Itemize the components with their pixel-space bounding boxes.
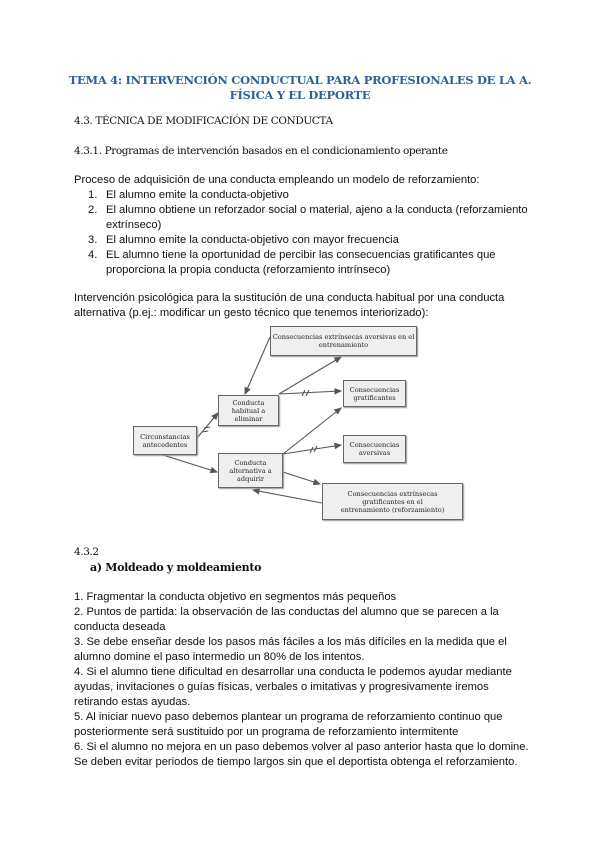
arrow — [279, 357, 341, 394]
proceso-item-3: El alumno emite la conducta-objetivo con mayor frecuencia — [106, 234, 399, 246]
arrow-blocked — [279, 391, 341, 394]
box-circunstancias-antecedentes: Circunstancias antecedentes — [133, 426, 197, 455]
moldeado-line: 3. Se debe enseñar desde los pasos más fáciles a los más difíciles en la medida que el — [74, 636, 507, 648]
proceso-item-3-num: 3. — [88, 234, 98, 246]
section-heading-4-3: 4.3. TÉCNICA DE MODIFICACIÓN DE CONDUCTA — [74, 115, 333, 127]
intervencion-line1: Intervención psicológica para la sustitución de una conducta habitual por una conducta — [74, 292, 505, 304]
proceso-item-2-cont: extrínseco) — [106, 219, 162, 231]
arrow — [163, 455, 217, 472]
arrow — [245, 337, 270, 394]
moldeado-line: retirando estas ayudas. — [74, 696, 191, 708]
box-consecuencias-extrinsecas-aversivas: Consecuencias extrínsecas aversivas en el entrenamiento — [270, 326, 417, 356]
moldeado-line: Se deben evitar periodos de tiempo largos sin que el deportista obtenga el reforzamiento. — [74, 756, 518, 768]
proceso-item-1: El alumno emite la conducta-objetivo — [106, 189, 289, 201]
arrow — [283, 408, 341, 454]
proceso-item-1-num: 1. — [88, 189, 98, 201]
document-title-line1: TEMA 4: INTERVENCIÓN CONDUCTUAL PARA PROFESIONALES DE LA A. — [68, 73, 532, 87]
proceso-intro: Proceso de adquisición de una conducta empleando un modelo de reforzamiento: — [74, 174, 480, 186]
proceso-item-4: EL alumno tiene la oportunidad de percibir las consecuencias gratificantes que — [106, 249, 496, 261]
moldeado-line: 5. Al iniciar nuevo paso debemos plantear un programa de reforzamiento continuo que — [74, 711, 503, 723]
moldeado-line: 4. Si el alumno tiene dificultad en desarrollar una conducta le podemos ayudar mediante — [74, 666, 512, 678]
box-conducta-habitual: Conducta habitual a eliminar — [218, 395, 279, 426]
moldeado-line: posteriormente será sustituido por un programa de reforzamiento intermitente — [74, 726, 459, 738]
box-consecuencias-gratificantes: Consecuencias gratificantes — [343, 380, 406, 407]
moldeado-line: conducta deseada — [74, 621, 166, 633]
section-heading-4-3-2: 4.3.2 — [74, 546, 99, 558]
moldeado-line: 1. Fragmentar la conducta objetivo en segmentos más pequeños — [74, 591, 397, 603]
section-heading-4-3-1: 4.3.1. Programas de intervención basados en el condicionamiento operante — [74, 145, 448, 157]
document-title-line2: FÍSICA Y EL DEPORTE — [229, 88, 371, 102]
arrow — [253, 490, 322, 503]
box-consecuencias-extrinsecas-gratificantes: Consecuencias extrínsecas gratificantes en el entrenamiento (reforzamiento) — [322, 483, 463, 520]
moldeado-line: ayudas, invitaciones o guías físicas, verbales o imitativas y progresivamente iremos — [74, 681, 489, 693]
box-consecuencias-aversivas: Consecuencias aversivas — [343, 435, 406, 463]
moldeado-line: alumno domine el paso intermedio un 80% de los intentos. — [74, 651, 365, 663]
proceso-item-4-num: 4. — [88, 249, 98, 261]
proceso-item-4-cont: proporciona la propia conducta (reforzamiento intrínseco) — [106, 264, 391, 276]
subsection-moldeado: a) Moldeado y moldeamiento — [90, 561, 262, 574]
proceso-item-2-num: 2. — [88, 204, 98, 216]
moldeado-line: 2. Puntos de partida: la observación de las conductas del alumno que se parecen a la — [74, 606, 499, 618]
arrow-blocked — [197, 413, 218, 438]
arrow — [283, 472, 320, 484]
intervencion-line2: alternativa (p.ej.: modificar un gesto técnico que tenemos interiorizado): — [74, 307, 429, 319]
proceso-item-2: El alumno obtiene un reforzador social o material, ajeno a la conducta (reforzamiento — [106, 204, 528, 216]
box-conducta-alternativa: Conducta alternativa a adquirir — [218, 453, 283, 488]
moldeado-line: 6. Si el alumno no mejora en un paso debemos volver al paso anterior hasta que lo domine. — [74, 741, 529, 753]
